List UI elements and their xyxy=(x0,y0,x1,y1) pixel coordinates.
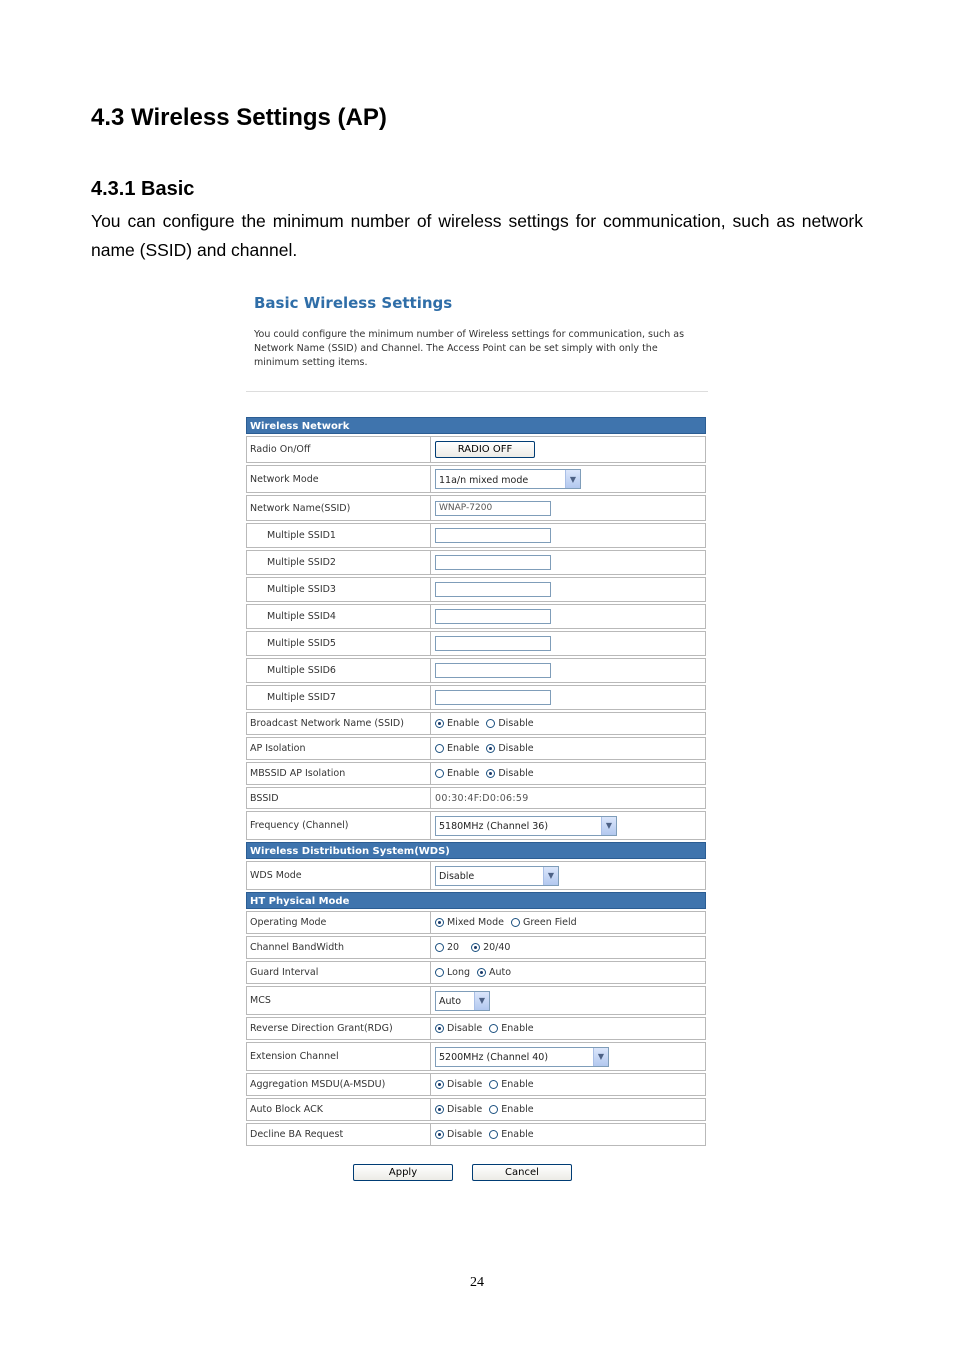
network-mode-value: 11a/n mixed mode xyxy=(439,474,529,486)
decline-ba-disable-radio[interactable] xyxy=(435,1129,482,1140)
option-label: Enable xyxy=(447,718,480,729)
guard-auto-radio[interactable] xyxy=(477,967,511,978)
radio-selected-icon xyxy=(471,943,480,952)
decline-ba-row xyxy=(246,1123,706,1146)
ext-channel-row xyxy=(246,1042,706,1071)
radio-off-button[interactable]: RADIO OFF xyxy=(435,441,535,458)
divider xyxy=(246,391,708,392)
multi-ssid-row xyxy=(246,658,706,683)
amsdu-disable-radio[interactable] xyxy=(435,1079,482,1090)
amsdu-label: Aggregation MSDU(A-MSDU) xyxy=(247,1074,431,1095)
radio-unselected-icon xyxy=(489,1080,498,1089)
multi-ssid-label: Multiple SSID7 xyxy=(247,686,431,709)
radio-selected-icon xyxy=(435,1130,444,1139)
multi-ssid-label: Multiple SSID2 xyxy=(247,551,431,574)
multi-ssid-input[interactable] xyxy=(435,609,551,624)
broadcast-label: Broadcast Network Name (SSID) xyxy=(247,713,431,734)
multi-ssid-label: Multiple SSID3 xyxy=(247,578,431,601)
multi-ssid-input[interactable] xyxy=(435,690,551,705)
amsdu-row xyxy=(246,1073,706,1096)
option-label: Enable xyxy=(501,1129,534,1140)
section-heading: 4.3 Wireless Settings (AP) xyxy=(91,104,387,131)
chevron-down-icon: ▼ xyxy=(543,867,558,885)
option-label: Disable xyxy=(447,1129,483,1140)
ap-isolation-enable-radio[interactable] xyxy=(435,743,479,754)
frequency-label: Frequency (Channel) xyxy=(247,812,431,839)
chevron-down-icon: ▼ xyxy=(474,992,489,1010)
page-number: 24 xyxy=(470,1275,484,1290)
ext-channel-select[interactable] xyxy=(435,1047,609,1067)
option-label: Disable xyxy=(498,743,534,754)
multi-ssid-input[interactable] xyxy=(435,555,551,570)
option-label: Enable xyxy=(447,768,480,779)
radio-selected-icon xyxy=(435,918,444,927)
cancel-button[interactable]: Cancel xyxy=(472,1164,572,1181)
operating-mode-row xyxy=(246,911,706,934)
multi-ssid-input[interactable] xyxy=(435,663,551,678)
option-label: 20 xyxy=(447,942,460,953)
wds-mode-row xyxy=(246,861,706,890)
mixed-mode-radio[interactable] xyxy=(435,917,504,928)
ap-isolation-row xyxy=(246,737,706,760)
frequency-row xyxy=(246,811,706,840)
bandwidth-20-radio[interactable] xyxy=(435,942,459,953)
multi-ssid-row xyxy=(246,577,706,602)
radio-selected-icon xyxy=(486,769,495,778)
multi-ssid-input[interactable] xyxy=(435,528,551,543)
broadcast-disable-radio[interactable] xyxy=(486,718,533,729)
radio-selected-icon xyxy=(435,1080,444,1089)
radio-unselected-icon xyxy=(435,769,444,778)
option-label: Enable xyxy=(447,743,480,754)
radio-unselected-icon xyxy=(435,968,444,977)
mbssid-isolation-row xyxy=(246,762,706,785)
rdg-enable-radio[interactable] xyxy=(489,1023,533,1034)
mcs-row xyxy=(246,986,706,1015)
radio-unselected-icon xyxy=(489,1130,498,1139)
subsection-heading: 4.3.1 Basic xyxy=(91,178,195,200)
bandwidth-2040-radio[interactable] xyxy=(471,942,510,953)
option-label: Disable xyxy=(498,718,534,729)
radio-unselected-icon xyxy=(486,719,495,728)
radio-selected-icon xyxy=(435,719,444,728)
bandwidth-label: Channel BandWidth xyxy=(247,937,431,958)
radio-selected-icon xyxy=(477,968,486,977)
mcs-select[interactable] xyxy=(435,991,490,1011)
bssid-value: 00:30:4F:D0:06:59 xyxy=(435,792,529,804)
wds-mode-value: Disable xyxy=(439,871,475,882)
multi-ssid-label: Multiple SSID1 xyxy=(247,524,431,547)
chevron-down-icon: ▼ xyxy=(565,470,580,488)
radio-unselected-icon xyxy=(435,744,444,753)
option-label: Green Field xyxy=(522,917,577,928)
multi-ssid-row xyxy=(246,631,706,656)
radio-unselected-icon xyxy=(435,943,444,952)
ssid-label: Network Name(SSID) xyxy=(247,496,431,520)
option-label: 20/40 xyxy=(483,942,511,953)
auto-ba-enable-radio[interactable] xyxy=(489,1104,533,1115)
settings-form xyxy=(246,417,706,1148)
form-actions xyxy=(353,1164,572,1181)
multi-ssid-label: Multiple SSID5 xyxy=(247,632,431,655)
option-label: Auto xyxy=(489,967,512,978)
broadcast-row xyxy=(246,712,706,735)
bssid-row xyxy=(246,787,706,809)
network-mode-label: Network Mode xyxy=(247,466,431,492)
frequency-value: 5180MHz (Channel 36) xyxy=(439,821,549,832)
multi-ssid-row xyxy=(246,604,706,629)
option-label: Long xyxy=(447,967,470,978)
guard-interval-row xyxy=(246,961,706,984)
option-label: Enable xyxy=(501,1023,534,1034)
mcs-value: Auto xyxy=(439,996,462,1007)
radio-selected-icon xyxy=(435,1024,444,1033)
settings-description: You could configure the minimum number of Wireless settings for communication, such as Network Name (SSID) and Channel. The Access Point can be set simply with only the minimum setting items. xyxy=(254,329,685,368)
guard-interval-label: Guard Interval xyxy=(247,962,431,983)
option-label: Mixed Mode xyxy=(447,917,504,928)
operating-mode-label: Operating Mode xyxy=(247,912,431,933)
multi-ssid-row xyxy=(246,550,706,575)
mbssid-isolation-disable-radio[interactable] xyxy=(486,768,533,779)
radio-unselected-icon xyxy=(489,1105,498,1114)
frequency-select[interactable] xyxy=(435,816,617,836)
radio-unselected-icon xyxy=(489,1024,498,1033)
section-header-wireless-network: Wireless Network xyxy=(246,417,706,434)
ap-isolation-label: AP Isolation xyxy=(247,738,431,759)
rdg-label: Reverse Direction Grant(RDG) xyxy=(247,1018,431,1039)
broadcast-enable-radio[interactable] xyxy=(435,718,479,729)
multi-ssid-input[interactable] xyxy=(435,636,551,651)
multi-ssid-input[interactable] xyxy=(435,582,551,597)
ssid-row xyxy=(246,495,706,521)
network-mode-select[interactable] xyxy=(435,469,581,489)
wds-mode-label: WDS Mode xyxy=(247,862,431,889)
guard-long-radio[interactable] xyxy=(435,967,470,978)
multi-ssid-row xyxy=(246,685,706,710)
ssid-input[interactable]: WNAP-7200 xyxy=(435,501,551,516)
radio-selected-icon xyxy=(435,1105,444,1114)
settings-title: Basic Wireless Settings xyxy=(254,294,453,312)
option-label: Disable xyxy=(447,1023,483,1034)
rdg-disable-radio[interactable] xyxy=(435,1023,482,1034)
rdg-row xyxy=(246,1017,706,1040)
radio-label: Radio On/Off xyxy=(247,437,431,462)
radio-selected-icon xyxy=(486,744,495,753)
radio-row xyxy=(246,436,706,463)
ext-channel-value: 5200MHz (Channel 40) xyxy=(439,1052,549,1063)
radio-unselected-icon xyxy=(511,918,520,927)
option-label: Disable xyxy=(447,1104,483,1115)
multi-ssid-row xyxy=(246,523,706,548)
chevron-down-icon: ▼ xyxy=(593,1048,608,1066)
green-field-radio[interactable] xyxy=(511,917,577,928)
section-header-ht: HT Physical Mode xyxy=(246,892,706,909)
mbssid-isolation-label: MBSSID AP Isolation xyxy=(247,763,431,784)
network-mode-row xyxy=(246,465,706,493)
ext-channel-label: Extension Channel xyxy=(247,1043,431,1070)
decline-ba-enable-radio[interactable] xyxy=(489,1129,533,1140)
multi-ssid-label: Multiple SSID6 xyxy=(247,659,431,682)
multi-ssid-label: Multiple SSID4 xyxy=(247,605,431,628)
amsdu-enable-radio[interactable] xyxy=(489,1079,533,1090)
mcs-label: MCS xyxy=(247,987,431,1014)
mbssid-isolation-enable-radio[interactable] xyxy=(435,768,479,779)
auto-ba-row xyxy=(246,1098,706,1121)
auto-ba-label: Auto Block ACK xyxy=(247,1099,431,1120)
auto-ba-disable-radio[interactable] xyxy=(435,1104,482,1115)
option-label: Enable xyxy=(501,1079,534,1090)
chevron-down-icon: ▼ xyxy=(601,817,616,835)
apply-button[interactable]: Apply xyxy=(353,1164,453,1181)
bssid-label: BSSID xyxy=(247,788,431,808)
option-label: Disable xyxy=(498,768,534,779)
decline-ba-label: Decline BA Request xyxy=(247,1124,431,1145)
ap-isolation-disable-radio[interactable] xyxy=(486,743,533,754)
bandwidth-row xyxy=(246,936,706,959)
section-header-wds: Wireless Distribution System(WDS) xyxy=(246,842,706,859)
option-label: Disable xyxy=(447,1079,483,1090)
intro-paragraph: You can configure the minimum number of wireless settings for communication, such as network name (SSID) and channel. xyxy=(91,211,863,260)
wds-mode-select[interactable] xyxy=(435,866,559,886)
option-label: Enable xyxy=(501,1104,534,1115)
